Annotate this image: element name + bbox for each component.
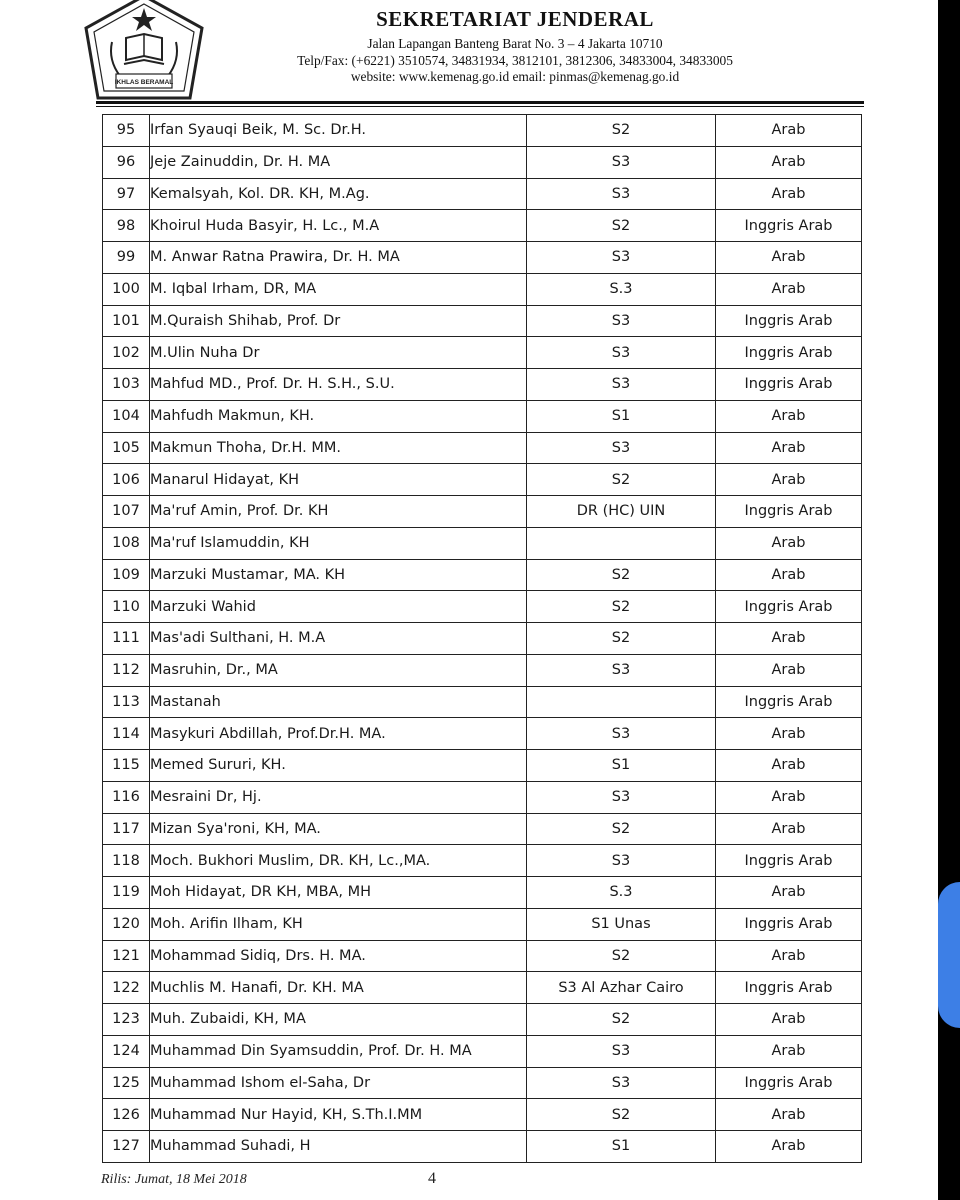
row-name: Mesraini Dr, Hj. — [150, 781, 527, 813]
row-name: Muhammad Suhadi, H — [150, 1131, 527, 1163]
org-phone: Telp/Fax: (+6221) 3510574, 34831934, 3812101, 3812306, 34833004, 34833005 — [297, 52, 733, 68]
row-number: 114 — [103, 718, 150, 750]
row-number: 115 — [103, 750, 150, 782]
row-language: Arab — [716, 527, 862, 559]
row-name: Marzuki Mustamar, MA. KH — [150, 559, 527, 591]
table-row — [103, 750, 862, 782]
row-degree: S2 — [527, 1004, 716, 1036]
row-number: 125 — [103, 1067, 150, 1099]
table-row — [103, 1099, 862, 1131]
row-language: Arab — [716, 1004, 862, 1036]
row-degree: S2 — [527, 115, 716, 147]
row-language: Arab — [716, 1131, 862, 1163]
row-number: 126 — [103, 1099, 150, 1131]
row-number: 101 — [103, 305, 150, 337]
row-name: Muhammad Nur Hayid, KH, S.Th.I.MM — [150, 1099, 527, 1131]
row-name: Memed Sururi, KH. — [150, 750, 527, 782]
row-language: Arab — [716, 242, 862, 274]
row-degree: S2 — [527, 464, 716, 496]
row-number: 122 — [103, 972, 150, 1004]
table-row — [103, 877, 862, 909]
table-row — [103, 146, 862, 178]
row-language: Inggris Arab — [716, 369, 862, 401]
row-name: Moh. Arifin Ilham, KH — [150, 908, 527, 940]
row-degree: S3 — [527, 1035, 716, 1067]
row-degree: S3 — [527, 242, 716, 274]
row-language: Arab — [716, 273, 862, 305]
row-degree: S3 — [527, 1067, 716, 1099]
row-degree: S2 — [527, 591, 716, 623]
row-degree: S3 — [527, 432, 716, 464]
row-degree: S2 — [527, 1099, 716, 1131]
row-number: 106 — [103, 464, 150, 496]
row-number: 95 — [103, 115, 150, 147]
row-name: Muhammad Ishom el-Saha, Dr — [150, 1067, 527, 1099]
row-degree: S.3 — [527, 273, 716, 305]
row-language: Inggris Arab — [716, 591, 862, 623]
row-language: Arab — [716, 464, 862, 496]
row-name: Moh Hidayat, DR KH, MBA, MH — [150, 877, 527, 909]
row-name: Muchlis M. Hanafi, Dr. KH. MA — [150, 972, 527, 1004]
org-address: Jalan Lapangan Banteng Barat No. 3 – 4 Jakarta 10710 — [367, 36, 663, 51]
page-number: 4 — [428, 1170, 436, 1187]
row-number: 105 — [103, 432, 150, 464]
table-row — [103, 178, 862, 210]
letterhead — [250, 8, 780, 86]
row-degree: S1 Unas — [527, 908, 716, 940]
row-name: Masruhin, Dr., MA — [150, 654, 527, 686]
table-row — [103, 813, 862, 845]
table-row — [103, 273, 862, 305]
row-language: Arab — [716, 877, 862, 909]
kemenag-emblem-logo — [82, 0, 206, 102]
row-degree: S3 — [527, 305, 716, 337]
row-name: Muhammad Din Syamsuddin, Prof. Dr. H. MA — [150, 1035, 527, 1067]
row-number: 97 — [103, 178, 150, 210]
row-number: 110 — [103, 591, 150, 623]
row-number: 107 — [103, 496, 150, 528]
row-name: Mahfud MD., Prof. Dr. H. S.H., S.U. — [150, 369, 527, 401]
table-row — [103, 210, 862, 242]
row-language: Arab — [716, 115, 862, 147]
row-number: 109 — [103, 559, 150, 591]
row-name: Ma'ruf Islamuddin, KH — [150, 527, 527, 559]
table-row — [103, 845, 862, 877]
row-language: Inggris Arab — [716, 337, 862, 369]
table-row — [103, 400, 862, 432]
table-row — [103, 908, 862, 940]
table-row — [103, 718, 862, 750]
table-row — [103, 496, 862, 528]
row-language: Arab — [716, 178, 862, 210]
row-language: Inggris Arab — [716, 686, 862, 718]
release-date: Rilis: Jumat, 18 Mei 2018 — [101, 1172, 247, 1187]
row-degree: S1 — [527, 750, 716, 782]
row-name: Moch. Bukhori Muslim, DR. KH, Lc.,MA. — [150, 845, 527, 877]
row-language: Arab — [716, 750, 862, 782]
table-row — [103, 464, 862, 496]
row-number: 99 — [103, 242, 150, 274]
table-row — [103, 1131, 862, 1163]
row-name: M. Anwar Ratna Prawira, Dr. H. MA — [150, 242, 527, 274]
table-row — [103, 591, 862, 623]
table-row — [103, 432, 862, 464]
row-language: Arab — [716, 654, 862, 686]
row-language: Arab — [716, 718, 862, 750]
row-degree: S3 — [527, 369, 716, 401]
row-name: Mahfudh Makmun, KH. — [150, 400, 527, 432]
row-name: Mizan Sya'roni, KH, MA. — [150, 813, 527, 845]
row-degree: S2 — [527, 623, 716, 655]
row-language: Inggris Arab — [716, 210, 862, 242]
row-degree: S2 — [527, 559, 716, 591]
row-number: 117 — [103, 813, 150, 845]
row-language: Inggris Arab — [716, 845, 862, 877]
row-degree: S3 — [527, 178, 716, 210]
row-name: Makmun Thoha, Dr.H. MM. — [150, 432, 527, 464]
row-language: Arab — [716, 1035, 862, 1067]
row-number: 112 — [103, 654, 150, 686]
logo-text: IKHLAS BERAMAL — [114, 79, 174, 86]
table-row — [103, 242, 862, 274]
scroll-handle[interactable] — [938, 882, 960, 1028]
row-name: Kemalsyah, Kol. DR. KH, M.Ag. — [150, 178, 527, 210]
table-row — [103, 1035, 862, 1067]
row-degree: S.3 — [527, 877, 716, 909]
row-degree: S3 — [527, 146, 716, 178]
header-divider-thin — [96, 106, 864, 107]
row-degree: S3 — [527, 845, 716, 877]
table-row — [103, 527, 862, 559]
row-name: Manarul Hidayat, KH — [150, 464, 527, 496]
row-language: Arab — [716, 146, 862, 178]
table-row — [103, 623, 862, 655]
row-language: Inggris Arab — [716, 1067, 862, 1099]
row-degree: S3 — [527, 718, 716, 750]
row-number: 123 — [103, 1004, 150, 1036]
row-language: Arab — [716, 781, 862, 813]
row-language: Inggris Arab — [716, 972, 862, 1004]
row-language: Inggris Arab — [716, 496, 862, 528]
row-number: 104 — [103, 400, 150, 432]
row-degree: S2 — [527, 813, 716, 845]
table-row — [103, 305, 862, 337]
row-name: Jeje Zainuddin, Dr. H. MA — [150, 146, 527, 178]
table-row — [103, 1004, 862, 1036]
row-degree: DR (HC) UIN — [527, 496, 716, 528]
table-row — [103, 940, 862, 972]
table-row — [103, 1067, 862, 1099]
row-number: 119 — [103, 877, 150, 909]
row-name: Masykuri Abdillah, Prof.Dr.H. MA. — [150, 718, 527, 750]
row-language: Arab — [716, 432, 862, 464]
table-row — [103, 337, 862, 369]
table-row — [103, 686, 862, 718]
row-number: 116 — [103, 781, 150, 813]
row-degree — [527, 686, 716, 718]
row-name: M.Ulin Nuha Dr — [150, 337, 527, 369]
row-language: Arab — [716, 623, 862, 655]
row-degree: S1 — [527, 1131, 716, 1163]
row-name: Mastanah — [150, 686, 527, 718]
org-website: website: www.kemenag.go.id email: pinmas@kemenag.go.id — [350, 69, 680, 84]
row-degree: S3 — [527, 654, 716, 686]
preacher-table — [102, 114, 862, 1163]
row-degree: S1 — [527, 400, 716, 432]
row-name: Mas'adi Sulthani, H. M.A — [150, 623, 527, 655]
row-number: 120 — [103, 908, 150, 940]
row-language: Arab — [716, 559, 862, 591]
row-degree: S2 — [527, 210, 716, 242]
row-number: 121 — [103, 940, 150, 972]
row-name: Mohammad Sidiq, Drs. H. MA. — [150, 940, 527, 972]
row-degree: S3 — [527, 337, 716, 369]
table-row — [103, 115, 862, 147]
table-row — [103, 781, 862, 813]
row-name: M.Quraish Shihab, Prof. Dr — [150, 305, 527, 337]
table-row — [103, 972, 862, 1004]
row-language: Arab — [716, 400, 862, 432]
row-degree — [527, 527, 716, 559]
row-language: Arab — [716, 940, 862, 972]
row-number: 100 — [103, 273, 150, 305]
row-number: 96 — [103, 146, 150, 178]
org-title: SEKRETARIAT JENDERAL — [376, 7, 654, 31]
row-number: 98 — [103, 210, 150, 242]
row-degree: S3 — [527, 781, 716, 813]
row-number: 118 — [103, 845, 150, 877]
row-number: 127 — [103, 1131, 150, 1163]
row-number: 113 — [103, 686, 150, 718]
table-row — [103, 559, 862, 591]
row-language: Arab — [716, 1099, 862, 1131]
row-name: Ma'ruf Amin, Prof. Dr. KH — [150, 496, 527, 528]
row-number: 103 — [103, 369, 150, 401]
table-row — [103, 654, 862, 686]
row-language: Inggris Arab — [716, 908, 862, 940]
row-number: 108 — [103, 527, 150, 559]
table-row — [103, 369, 862, 401]
row-number: 111 — [103, 623, 150, 655]
header-divider-thick — [96, 101, 864, 104]
row-number: 124 — [103, 1035, 150, 1067]
row-name: Marzuki Wahid — [150, 591, 527, 623]
row-language: Arab — [716, 813, 862, 845]
row-name: Muh. Zubaidi, KH, MA — [150, 1004, 527, 1036]
row-degree: S2 — [527, 940, 716, 972]
row-name: Irfan Syauqi Beik, M. Sc. Dr.H. — [150, 115, 527, 147]
row-name: Khoirul Huda Basyir, H. Lc., M.A — [150, 210, 527, 242]
row-language: Inggris Arab — [716, 305, 862, 337]
row-name: M. Iqbal Irham, DR, MA — [150, 273, 527, 305]
row-number: 102 — [103, 337, 150, 369]
row-degree: S3 Al Azhar Cairo — [527, 972, 716, 1004]
